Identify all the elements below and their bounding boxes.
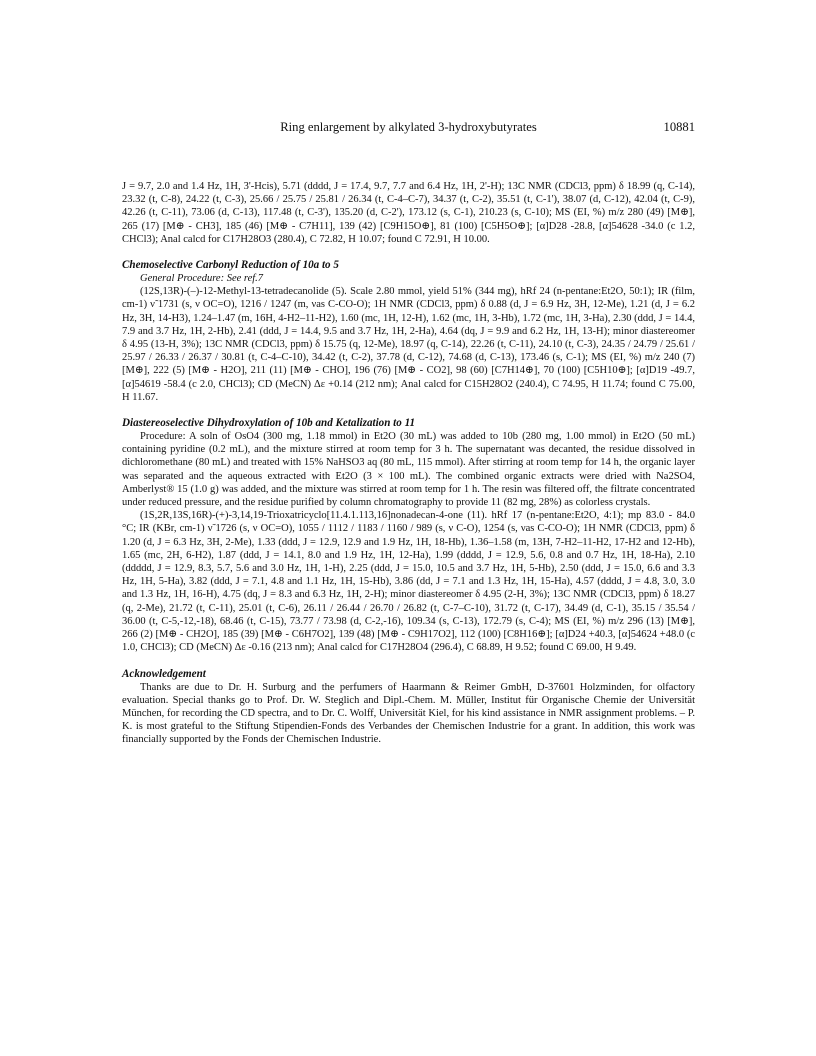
procedure-paragraph: Procedure: A soln of OsO4 (300 mg, 1.18 mmol) in Et2O (30 mL) was added to 10b (280 mg, 1.00 mmol) in Et2O (50 mL) containing pyridine (0.2 mL), and the mixture stirred at room temp for 3 h. The supernatant was decanted, the residue dissolved in dichloromethane (80 mL) and treated with 15% NaHSO3 aq (80 mL, 115 mmol). After stirring at room temp for 14 h, the organic layer was separated and the aqueous extracted with Et2O (3 × 100 mL). The combined organic extracts were dried with Na2SO4, Amberlyst® 15 (1.0 g) was added, and the mixture was stirred at room temp for 1 h. The resin was filtered off, the filtrate concentrated under reduced pressure, and the residue purified by column chromatography to provide 11 (82 mg, 28%) as colorless crystals.	[122, 431, 695, 509]
acknowledgement-text: Thanks are due to Dr. H. Surburg and the perfumers of Haarmann & Reimer GmbH, D-37601 Holzminden, for olfactory evaluation. Special thanks go to Prof. Dr. W. Steglich and Dipl.-Chem. M. Müller, Institut für Organische Chemie der Universität München, for recording the CD spectra, and to Dr. C. Wolff, Universität Kiel, for his kind assistance in NMR assignment problems. – P. K. is most grateful to the Stiftung Stipendien-Fonds des Verbandes der Chemischen Industrie for a grant. In addition, this work was financially supported by the Fonds der Chemischen Industrie.	[122, 681, 695, 746]
acknowledgement-heading: Acknowledgement	[122, 667, 206, 680]
general-procedure-note: General Procedure: See ref.7	[140, 273, 264, 285]
compound-11-characterization: (1S,2R,13S,16R)-(+)-3,14,19-Trioxatricyclo[11.4.1.113,16]nonadecan-4-one (11). hRf 17 (n-pentane:Et2O, 4:1); mp 83.0 - 84.0 °C; IR (KBr, cm-1) ν̃ 1726 (s, ν OC=O), 1055 / 1112 / 1183 / 1160 / 989 (s, ν C-O), 1254 (s, νas C-CO-O); 1H NMR (CDCl3, ppm) δ 1.20 (d, J = 6.3 Hz, 3H, 2-Me), 1.33 (ddd, J = 12.9, 12.9 and 1.9 Hz, 1H, 18-Hb), 1.36–1.58 (m, 13H, 7-H2–11-H2, 17-H2 and 12-Hb), 1.65 (mc, 2H, 6-H2), 1.87 (ddd, J = 14.1, 8.0 and 1.9 Hz, 1H, 12-Ha), 1.99 (dddd, J = 12.9, 5.6, 0.8 and 0.7 Hz, 1H, 18-Ha), 2.10 (ddddd, J = 12.9, 8.3, 5.7, 5.6 and 3.0 Hz, 1H, 1-H), 2.25 (ddd, J = 15.0, 10.5 and 3.7 Hz, 1H, 5-Hb), 2.50 (ddd, J = 15.0, 6.6 and 3.3 Hz, 1H, 5-Ha), 3.82 (ddd, J = 7.1, 4.8 and 1.1 Hz, 1H, 15-Hb), 3.86 (dd, J = 7.1 and 1.3 Hz, 1H, 15-Ha), 4.57 (dddd, J = 4.8, 3.0, 3.0 and 1.3 Hz, 1H, 16-H), 4.75 (dq, J = 8.3 and 6.3 Hz, 1H, 2-H); minor diastereomer δ 4.95 (2-H, 3%); 13C NMR (CDCl3, ppm) δ 18.27 (q, 2-Me), 21.72 (t, C-11), 25.01 (t, C-6), 26.11 / 26.44 / 26.70 / 26.82 (t, C-7–C-10), 31.72 (t, C-17), 34.49 (d, C-1), 35.15 / 35.54 / 36.00 (t, C-5,-12,-18), 68.46 (t, C-15), 73.77 / 73.98 (d, C-2,-16), 109.34 (s, C-13), 172.79 (s, C-4); MS (EI, %) m/z 296 (13) [M⊕], 266 (2) [M⊕ - CH2O], 185 (39) [M⊕ - C6H7O2], 139 (48) [M⊕ - C9H17O2], 112 (100) [C8H16⊕]; [α]D24 +40.3, [α]54624 +48.0 (c 1.0, CHCl3); CD (MeCN) Δε -0.16 (213 nm); Anal calcd for C17H28O4 (296.4), C 68.89, H 9.52; found C 69.00, H 9.49.	[122, 510, 695, 654]
section-heading-reduction: Chemoselective Carbonyl Reduction of 10a to 5	[122, 259, 339, 272]
paper-page	[122, 120, 695, 747]
compound-5-characterization: (12S,13R)-(–)-12-Methyl-13-tetradecanolide (5). Scale 2.80 mmol, yield 51% (344 mg), hRf 24 (n-pentane:Et2O, 50:1); IR (film, cm-1) ν̃ 1731 (s, ν OC=O), 1216 / 1247 (m, νas C-CO-O); 1H NMR (CDCl3, ppm) δ 0.88 (d, J = 6.9 Hz, 3H, 12-Me), 1.21 (d, J = 6.2 Hz, 3H, 14-H3), 1.24–1.47 (m, 16H, 4-H2–11-H2), 1.60 (mc, 1H, 12-H), 1.62 (mc, 1H, 3-Hb), 1.72 (mc, 1H, 3-Ha), 2.30 (ddd, J = 14.4, 7.9 and 3.7 Hz, 1H, 2-Hb), 2.41 (ddd, J = 14.4, 9.5 and 3.7 Hz, 1H, 2-Ha), 4.64 (dq, J = 9.9 and 6.2 Hz, 1H, 13-H); minor diastereomer δ 4.95 (13-H, 3%); 13C NMR (CDCl3, ppm) δ 15.75 (q, 12-Me), 18.97 (q, C-14), 22.26 (t, C-11), 24.10 (t, C-3), 24.35 / 24.79 / 25.61 / 25.97 / 26.33 / 26.37 / 30.81 (t, C-4–C-10), 34.42 (t, C-2), 37.78 (d, C-12), 74.68 (d, C-13), 173.46 (s, C-1); MS (EI, %) m/z 240 (7) [M⊕], 222 (5) [M⊕ - H2O], 211 (11) [M⊕ - CHO], 196 (76) [M⊕ - CO2], 98 (60) [C7H14⊕], 70 (100) [C5H10⊕]; [α]D19 -49.7, [α]54619 -58.4 (c 2.0, CHCl3); CD (MeCN) Δε +0.14 (212 nm); Anal calcd for C15H28O2 (240.4), C 74.95, H 11.74; found C 75.00, H 11.67.	[122, 286, 695, 403]
continuation-paragraph: J = 9.7, 2.0 and 1.4 Hz, 1H, 3'-Hcis), 5.71 (dddd, J = 17.4, 9.7, 7.7 and 6.4 Hz, 1H, 2'-H); 13C NMR (CDCl3, ppm) δ 18.99 (q, C-14), 23.32 (t, C-8), 24.22 (t, C-3), 25.66 / 25.75 / 25.81 / 26.34 (t, C-4–C-7), 34.37 (t, C-2), 35.51 (t, C-1'), 38.07 (d, C-12), 42.04 (t, C-9), 42.26 (t, C-11), 73.06 (d, C-13), 117.48 (t, C-3'), 135.20 (d, C-2'), 173.12 (s, C-1), 210.23 (s, C-10); MS (EI, %) m/z 280 (49) [M⊕], 265 (17) [M⊕ - CH3], 185 (46) [M⊕ - C7H11], 139 (42) [C9H15O⊕], 81 (100) [C5H5O⊕]; [α]D28 -28.8, [α]54628 -34.0 (c 1.2, CHCl3); Anal calcd for C17H28O3 (280.4), C 72.82, H 10.07; found C 72.91, H 10.00.	[122, 181, 695, 245]
running-header	[122, 120, 695, 140]
section-heading-dihydroxylation: Diastereoselective Dihydroxylation of 10b and Ketalization to 11	[122, 417, 416, 430]
running-title: Ring enlargement by alkylated 3-hydroxybutyrates	[280, 120, 537, 134]
page-number: 10881	[663, 120, 695, 134]
